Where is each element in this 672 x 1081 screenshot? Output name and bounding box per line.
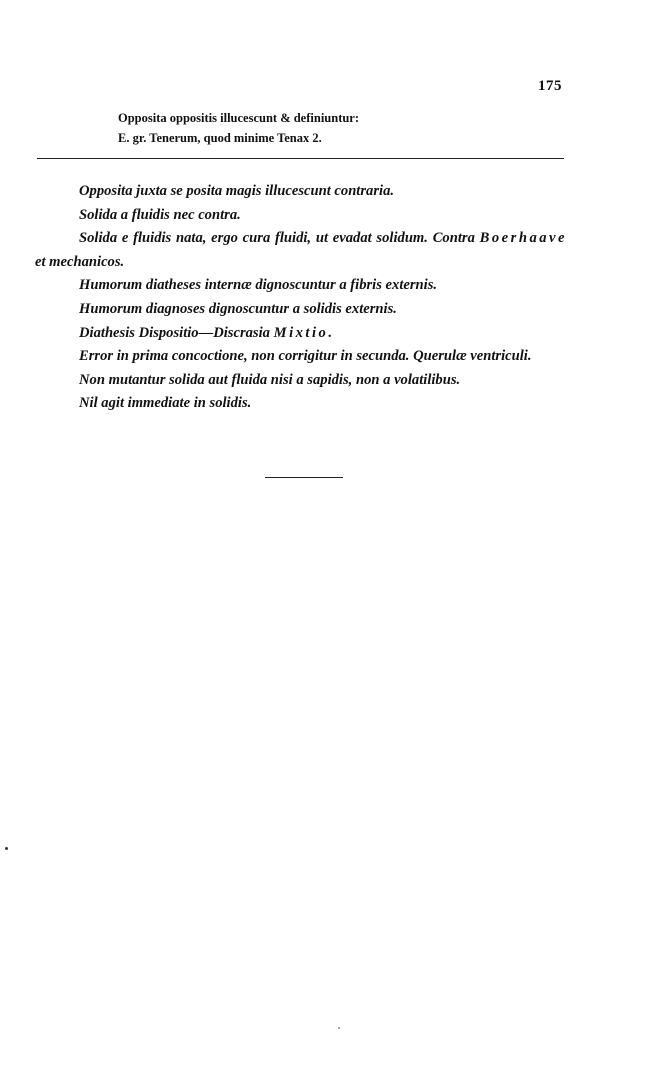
header-divider bbox=[37, 158, 564, 159]
body-text bbox=[35, 180, 567, 416]
header-line-2: E. gr. Tenerum, quod minime Tenax 2. bbox=[118, 131, 322, 145]
running-header bbox=[118, 108, 359, 148]
paragraph-3 bbox=[35, 227, 567, 274]
paragraph-4: Humorum diatheses internæ dignoscuntur a fibris externis. bbox=[79, 277, 438, 294]
paragraph-9: Nil agit immediate in solidis. bbox=[79, 395, 252, 412]
paragraph-8: Non mutantur solida aut fluida nisi a sapidis, non a volatilibus. bbox=[79, 371, 461, 388]
scan-speck bbox=[338, 1027, 340, 1029]
section-end-rule bbox=[265, 477, 343, 478]
paragraph-1: Opposita juxta se posita magis illucescunt contraria. bbox=[79, 183, 395, 199]
paragraph-3-text-b: et mechanicos. bbox=[35, 253, 125, 270]
paragraph-3-text-a: Solida e fluidis nata, ergo cura fluidi, ut evadat solidum. Contra bbox=[79, 230, 480, 247]
header-line-1: Opposita oppositis illucescunt & definiuntur: bbox=[118, 111, 360, 125]
paragraph-3-name: Boerhaave bbox=[479, 230, 567, 247]
paragraph-7: Error in prima concoctione, non corrigitur in secunda. Querulæ ventriculi. bbox=[79, 348, 532, 365]
paragraph-6-text-b: Mixtio. bbox=[273, 324, 335, 341]
scan-speck bbox=[5, 847, 8, 850]
page-number: 175 bbox=[538, 78, 562, 94]
paragraph-6 bbox=[35, 322, 567, 346]
paragraph-5: Humorum diagnoses dignoscuntur a solidis externis. bbox=[79, 300, 397, 317]
paragraph-6-text-a: Diathesis Dispositio—Discrasia bbox=[79, 324, 274, 341]
paragraph-2: Solida a fluidis nec contra. bbox=[79, 206, 241, 223]
